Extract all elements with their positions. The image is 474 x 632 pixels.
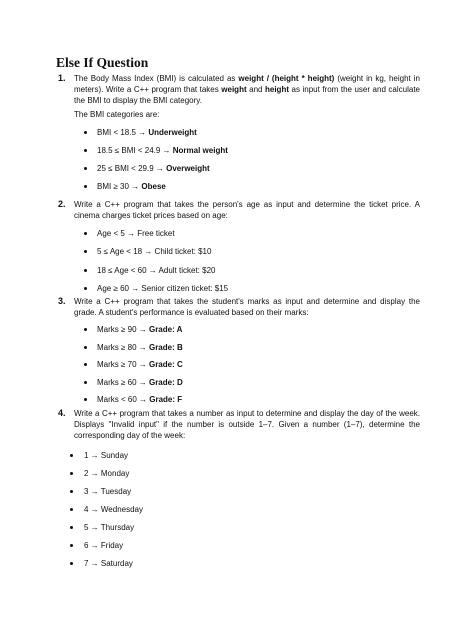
list-item-text	[84, 558, 133, 569]
list-item-plain: Marks < 60 →	[97, 395, 150, 405]
bullet-icon	[84, 250, 87, 253]
bullet-icon	[84, 398, 87, 401]
list-item-plain: 4 → Wednesday	[84, 505, 143, 514]
bullet-icon	[84, 131, 87, 134]
list-item-emphasis: Obese	[141, 182, 166, 191]
bullet-icon	[84, 381, 87, 384]
list-item-text	[97, 324, 182, 335]
list-item-plain: 3 → Tuesday	[84, 487, 132, 496]
list-item-emphasis: Grade: B	[148, 342, 183, 352]
list-item-text	[97, 145, 228, 156]
question-text: Write a C++ program that takes the person's age as input and determine the ticket price. A cinema charges ticket prices based on age:	[74, 200, 420, 220]
list-item-plain: 18.5 ≤ BMI < 24.9 →	[97, 146, 173, 155]
list-item-text	[97, 163, 210, 174]
list-item-text	[84, 468, 129, 479]
list-item-text	[84, 540, 123, 551]
question-subtext: The BMI categories are:	[74, 110, 160, 119]
question-number: 1.	[58, 73, 66, 83]
list-item-plain: Marks ≥ 90 →	[97, 325, 149, 334]
list-item-text	[97, 283, 228, 294]
list-item-text	[97, 377, 183, 388]
list-item-plain: Age < 5 → Free ticket	[97, 229, 175, 238]
bullet-icon	[84, 287, 87, 290]
list-item-emphasis: Grade: F	[149, 395, 183, 405]
list-item-emphasis: Grade: A	[148, 325, 183, 334]
bullet-icon	[70, 490, 73, 493]
bullet-icon	[70, 544, 73, 547]
list-item-plain: 7 → Saturday	[84, 559, 133, 568]
list-item-plain: 25 ≤ BMI < 29.9 →	[97, 164, 167, 173]
list-item-plain: 2 → Monday	[84, 469, 130, 478]
bullet-icon	[84, 232, 87, 235]
bullet-icon	[70, 508, 73, 511]
list-item-text	[97, 265, 215, 276]
list-item-text	[97, 246, 211, 257]
list-item-emphasis: Grade: D	[148, 377, 183, 387]
list-item-emphasis: Overweight	[166, 164, 210, 173]
bullet-icon	[84, 149, 87, 152]
list-item-plain: 18 ≤ Age < 60 → Adult ticket: $20	[97, 265, 216, 275]
list-item-text	[97, 342, 183, 353]
list-item-plain: Marks ≥ 60 →	[97, 377, 149, 387]
question-number: 4.	[58, 408, 66, 418]
list-item-text	[84, 504, 143, 515]
list-item-text	[97, 228, 175, 239]
list-item-plain: BMI ≥ 30 →	[97, 182, 142, 191]
bullet-icon	[84, 269, 87, 272]
page-title: Else If Question	[56, 55, 149, 70]
list-item-emphasis: Underweight	[148, 128, 197, 137]
bullet-icon	[84, 185, 87, 188]
list-item-text	[97, 359, 183, 370]
bullet-icon	[84, 328, 87, 331]
bullet-icon	[70, 454, 73, 457]
list-item-text	[97, 181, 166, 192]
question-number: 3.	[58, 296, 66, 306]
bullet-icon	[70, 472, 73, 475]
list-item-text	[84, 522, 134, 533]
list-item-plain: 5 ≤ Age < 18 → Child ticket: $10	[97, 247, 212, 257]
list-item-emphasis: Grade: C	[148, 360, 183, 370]
list-item-plain: BMI < 18.5 →	[97, 128, 149, 137]
bullet-icon	[70, 562, 73, 565]
bullet-icon	[84, 363, 87, 366]
question-number: 2.	[58, 199, 66, 209]
list-item-text	[84, 486, 131, 497]
bullet-icon	[84, 167, 87, 170]
list-item-plain: 6 → Friday	[84, 541, 124, 550]
list-item-emphasis: Normal weight	[172, 146, 228, 155]
list-item-plain: Age ≥ 60 → Senior citizen ticket: $15	[97, 283, 229, 293]
question-text: The Body Mass Index (BMI) is calculated as weight / (height * height) (weight in kg, height in meters). Write a C++ program that takes weight and height as input from the user and calculate the BMI to display the BMI category.	[74, 74, 420, 105]
list-item-text	[97, 394, 182, 405]
list-item-plain: Marks ≥ 70 →	[97, 360, 149, 370]
list-item-plain: 1 → Sunday	[84, 451, 129, 460]
bullet-icon	[70, 526, 73, 529]
question-text: Write a C++ program that takes a number as input to determine and display the day of the week. Displays "Invalid input" if the number is outside 1–7. Given a number (1–7), determine the corresponding day of the week:	[74, 409, 420, 440]
list-item-plain: 5 → Thursday	[84, 523, 135, 532]
bullet-icon	[84, 346, 87, 349]
list-item-text	[84, 450, 128, 461]
list-item-plain: Marks ≥ 80 →	[97, 342, 149, 352]
list-item-text	[97, 127, 197, 138]
question-text: Write a C++ program that takes the student's marks as input and determine and display the grade. A student's performance is evaluated based on their marks:	[74, 297, 420, 317]
